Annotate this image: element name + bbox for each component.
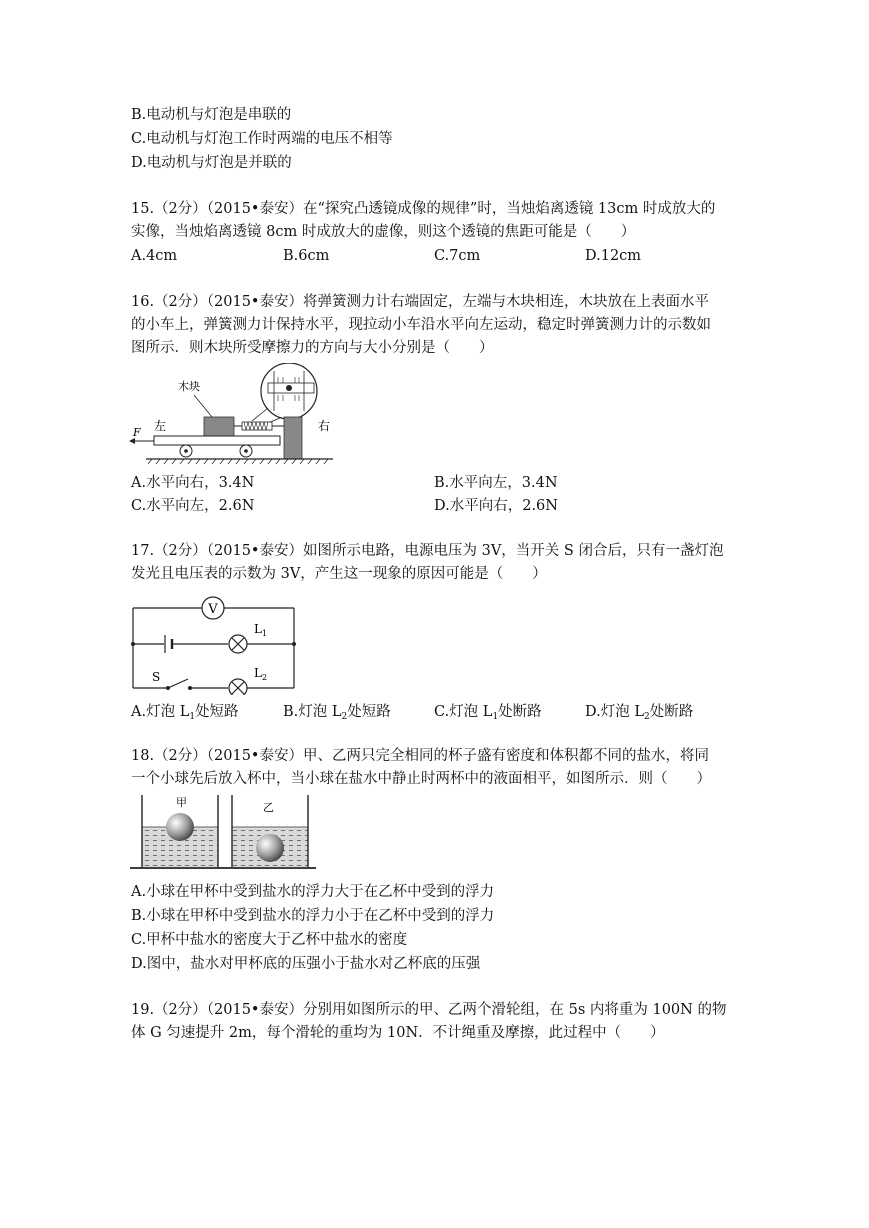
right-label: 右 [318, 419, 331, 433]
wooden-block [204, 417, 234, 436]
q15-option-c: C.7cm [434, 248, 481, 264]
switch-label: S [152, 670, 161, 684]
q14-option-b: B.电动机与灯泡是串联的 [131, 107, 292, 123]
voltmeter-label: V [208, 602, 218, 617]
force-label: F [133, 426, 141, 439]
q15-option-b: B.6cm [283, 248, 330, 264]
q15-option-a: A.4cm [131, 248, 178, 264]
q17-option-d: D.灯泡 $L_2$处断路 [585, 704, 694, 722]
lamp-l1-label: $L_1$ [254, 622, 268, 638]
q16-stem-line-3: 图所示．则木块所受摩擦力的方向与大小分别是（ ） [131, 340, 494, 356]
cart [154, 436, 280, 445]
q18-cups-figure [128, 793, 318, 875]
q18-option-b: B.小球在甲杯中受到盐水的浮力小于在乙杯中受到的浮力 [131, 908, 495, 924]
lamp-l2-label: $L_2$ [254, 666, 268, 682]
q15-option-d: D.12cm [585, 248, 642, 264]
ball-in-jia [166, 813, 194, 841]
cup-jia-label: 甲 [176, 796, 187, 809]
q16-figure [128, 363, 343, 468]
q17-option-b: B.灯泡 $L_2$处短路 [283, 704, 391, 722]
q16-option-c: C.水平向左，2.6N [131, 498, 255, 514]
q18-stem-line-1: 18.（2分）（2015•泰安）甲、乙两只完全相同的杯子盛有密度和体积都不同的盐水，将同 [131, 748, 709, 764]
q17-stem-line-1: 17.（2分）（2015•泰安）如图所示电路，电源电压为 3V，当开关 S 闭合后，只有一盏灯泡 [131, 543, 724, 559]
q16-option-d: D.水平向右，2.6N [434, 498, 558, 514]
q15-stem-line-1: 15.（2分）（2015•泰安）在“探究凸透镜成像的规律”时，当烛焰离透镜 13cm 时成放大的 [131, 201, 716, 217]
ball-in-yi [256, 834, 284, 862]
spring-scale [234, 422, 284, 430]
q15-stem-line-2: 实像，当烛焰离透镜 8cm 时成放大的虚像，则这个透镜的焦距可能是（ ） [131, 224, 636, 240]
fixed-post [284, 417, 302, 459]
q16-option-b: B.水平向左，3.4N [434, 475, 558, 491]
q18-stem-line-2: 一个小球先后放入杯中，当小球在盐水中静止时两杯中的液面相平，如图所示．则（ ） [131, 771, 711, 787]
lamp-l2 [229, 679, 247, 695]
q18-option-a: A.小球在甲杯中受到盐水的浮力大于在乙杯中受到的浮力 [131, 884, 495, 900]
q18-option-d: D.图中，盐水对甲杯底的压强小于盐水对乙杯底的压强 [131, 956, 481, 972]
q19-stem-line-2: 体 G 匀速提升 2m，每个滑轮的重均为 10N．不计绳重及摩擦，此过程中（ ） [131, 1025, 665, 1041]
q16-stem-line-1: 16.（2分）（2015•泰安）将弹簧测力计右端固定，左端与木块相连，木块放在上表面水平 [131, 294, 709, 310]
q17-option-a: A.灯泡 $L_1$处短路 [131, 704, 239, 722]
q19-stem-line-1: 19.（2分）（2015•泰安）分别用如图所示的甲、乙两个滑轮组，在 5s 内将重为 100N 的物 [131, 1002, 727, 1018]
switch [168, 679, 188, 688]
spring-scale-magnifier [252, 363, 317, 423]
block-label: 木块 [178, 380, 200, 393]
q17-stem-line-2: 发光且电压表的示数为 3V，产生这一现象的原因可能是（ ） [131, 566, 547, 582]
q16-stem-line-2: 的小车上，弹簧测力计保持水平，现拉动小车沿水平向左运动，稳定时弹簧测力计的示数如 [131, 317, 711, 333]
q18-option-c: C.甲杯中盐水的密度大于乙杯中盐水的密度 [131, 932, 408, 948]
q17-option-c: C.灯泡 $L_1$处断路 [434, 704, 542, 722]
q14-option-c: C.电动机与灯泡工作时两端的电压不相等 [131, 131, 393, 147]
q17-circuit-figure [128, 590, 303, 695]
cup-yi-label: 乙 [263, 801, 274, 814]
q16-option-a: A.水平向右，3.4N [131, 475, 255, 491]
q14-option-d: D.电动机与灯泡是并联的 [131, 155, 292, 171]
left-label: 左 [154, 419, 167, 433]
